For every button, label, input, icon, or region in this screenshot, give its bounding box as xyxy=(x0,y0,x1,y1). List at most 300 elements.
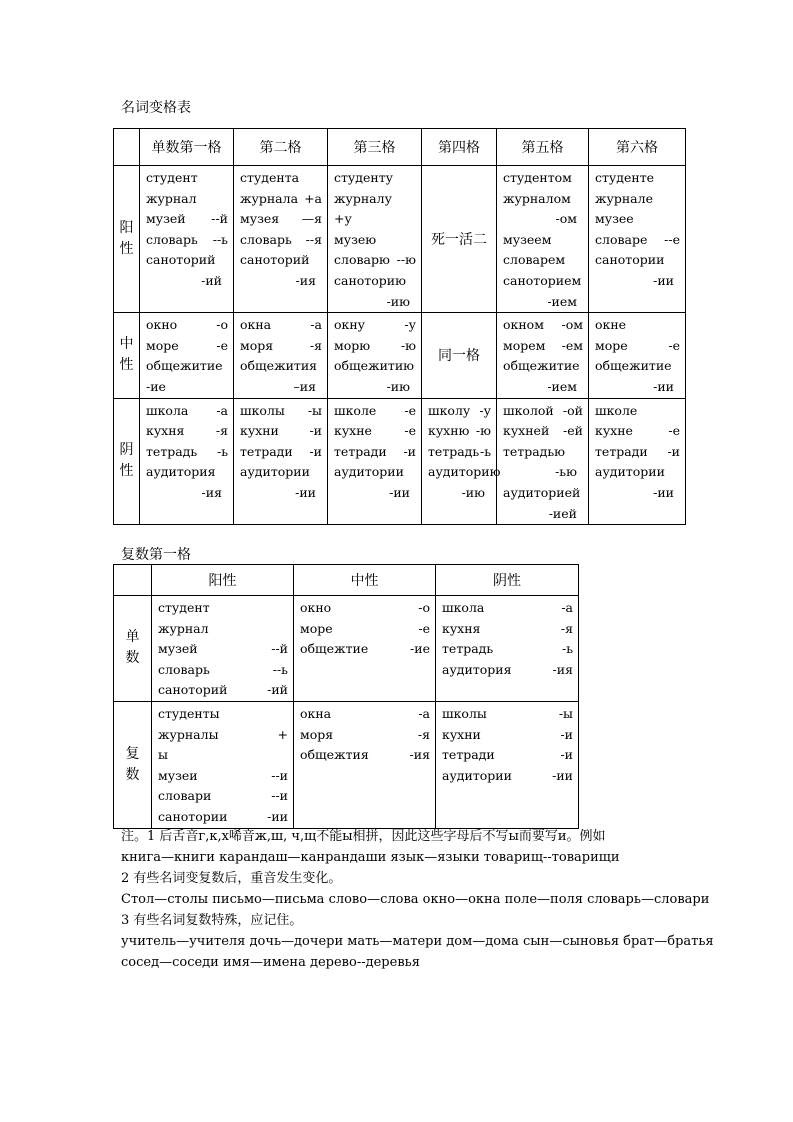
word-line xyxy=(503,421,583,442)
word: общежитие xyxy=(503,358,580,374)
table-cell xyxy=(589,166,686,313)
ending: -ей xyxy=(563,423,583,439)
corner-cell xyxy=(114,565,152,596)
row-label-char: 中 xyxy=(119,336,134,353)
word-line xyxy=(503,209,583,230)
word-line xyxy=(158,639,288,660)
ending: -а xyxy=(216,402,228,418)
ending: -я xyxy=(417,726,430,742)
row-label-char: 性 xyxy=(119,463,134,480)
word-line xyxy=(334,442,416,463)
word: тетради xyxy=(334,443,387,459)
word: школы xyxy=(442,705,487,721)
table1-title: 名词变格表 xyxy=(121,100,191,116)
word-line xyxy=(146,377,228,398)
ending: -е xyxy=(668,337,680,353)
word: окном xyxy=(503,317,544,333)
word-line xyxy=(300,639,430,660)
note-line: книга—книги карандаш—канрандаши язык—языки товарищ--товарищи xyxy=(121,850,620,865)
ending: -ий xyxy=(267,682,288,698)
word: кухни xyxy=(240,423,279,439)
word-line xyxy=(240,462,322,483)
ending: --й xyxy=(211,211,228,227)
table-row xyxy=(114,596,579,702)
word-line xyxy=(240,250,322,271)
word: окна xyxy=(240,317,272,333)
word-line xyxy=(158,680,288,701)
word-line xyxy=(595,377,680,398)
cell-lines xyxy=(234,399,327,504)
header-case5: 第五格 xyxy=(497,129,589,166)
word: студент xyxy=(146,170,198,185)
word: кухня xyxy=(146,423,185,439)
word-line xyxy=(334,356,416,377)
word: аудиторией xyxy=(503,484,581,500)
word-line xyxy=(595,189,680,210)
word-line xyxy=(595,421,680,442)
word: море xyxy=(595,337,628,353)
ending: --я xyxy=(305,231,322,247)
ending: -у xyxy=(404,317,416,333)
word-line xyxy=(334,271,416,292)
word-line xyxy=(428,483,491,504)
word-line xyxy=(334,377,416,398)
word: ы xyxy=(158,747,168,763)
ending: -и xyxy=(560,747,573,763)
word: кухня xyxy=(442,620,481,636)
ending: -е xyxy=(404,402,416,418)
word: тетрадью xyxy=(503,443,566,459)
word-line xyxy=(503,168,583,189)
table-cell xyxy=(140,166,234,313)
word: аудитории xyxy=(595,464,665,480)
word-line xyxy=(158,766,288,787)
word-line xyxy=(595,230,680,251)
ending: --ю xyxy=(396,252,416,268)
ending: -ией xyxy=(548,505,577,521)
word-line xyxy=(300,598,430,619)
header-neuter: 中性 xyxy=(294,565,436,596)
ending: -ы xyxy=(307,402,322,418)
word-line xyxy=(240,336,322,357)
ending: -и xyxy=(309,423,322,439)
word-line xyxy=(503,250,583,271)
row-label-char: 复 xyxy=(125,745,140,762)
ending: -ии xyxy=(653,272,674,288)
word-line xyxy=(158,619,288,640)
ending: -ия xyxy=(409,747,430,763)
word: общежтие xyxy=(300,641,369,657)
word-line xyxy=(300,725,430,746)
word-line xyxy=(503,315,583,336)
word: аудитории xyxy=(442,767,512,783)
word: море xyxy=(146,337,179,353)
word: журнале xyxy=(595,190,653,206)
word: санотори​и xyxy=(595,252,665,268)
table-cell: 同一格 xyxy=(422,313,497,398)
word: словарем xyxy=(503,252,566,268)
word-line xyxy=(334,421,416,442)
word-line xyxy=(240,271,322,292)
word-line xyxy=(158,660,288,681)
word-line xyxy=(503,189,583,210)
word-line xyxy=(595,315,680,336)
word: студенты xyxy=(158,705,220,721)
word: музею xyxy=(334,231,377,247)
word-line xyxy=(595,462,680,483)
cell-lines xyxy=(152,702,293,828)
ending: -ью xyxy=(555,464,577,480)
word: санотори​ю xyxy=(334,272,406,288)
word-line xyxy=(334,230,416,251)
word: школы xyxy=(240,402,285,418)
word-line xyxy=(503,504,583,525)
word-line xyxy=(240,442,322,463)
word-line xyxy=(158,745,288,766)
word: музеи xyxy=(158,767,198,783)
cell-lines xyxy=(152,596,293,701)
word: школа xyxy=(442,600,485,615)
cell-lines xyxy=(497,166,588,312)
ending: -ии xyxy=(653,378,674,394)
word: аудитории xyxy=(334,464,404,480)
ending: -ие xyxy=(410,641,430,657)
ending: -ом xyxy=(561,317,583,333)
ending: -е xyxy=(418,620,430,636)
cell-lines xyxy=(497,399,588,525)
word: журналы xyxy=(158,726,219,742)
word-line xyxy=(146,168,228,189)
word: журнал xyxy=(158,620,209,636)
word-line xyxy=(300,619,430,640)
word-line xyxy=(240,421,322,442)
ending: -и xyxy=(403,443,416,459)
ending: -ию xyxy=(461,484,485,500)
note-line: учитель—учителя дочь—дочери мать—матери дом—дома сын—сыновья брат—братья xyxy=(121,934,714,949)
row-label xyxy=(114,701,152,828)
word-line xyxy=(334,315,416,336)
word-line xyxy=(146,315,228,336)
word-line xyxy=(595,356,680,377)
header-case4: 第四格 xyxy=(422,129,497,166)
table-cell xyxy=(497,398,589,525)
row-label xyxy=(114,166,140,313)
word-line xyxy=(146,462,228,483)
word: санотори​й xyxy=(240,252,310,268)
header-case6: 第六格 xyxy=(589,129,686,166)
word: окне xyxy=(595,317,627,333)
word-line xyxy=(595,442,680,463)
word: школой xyxy=(503,402,554,418)
word-line xyxy=(428,401,491,422)
ending: -а xyxy=(418,705,430,721)
word-line xyxy=(503,230,583,251)
cell-lines xyxy=(140,313,233,397)
word-line xyxy=(240,483,322,504)
cell-lines xyxy=(436,596,578,680)
cell-lines xyxy=(589,313,685,397)
ending: -ии xyxy=(552,767,573,783)
word: санотори​й xyxy=(146,252,216,268)
ending: -ой xyxy=(562,402,583,418)
cell-lines xyxy=(589,166,685,292)
cell-lines xyxy=(234,166,327,292)
table2-title: 复数第一格 xyxy=(121,547,191,563)
word-line xyxy=(595,209,680,230)
word: музея xyxy=(240,211,280,227)
word-line xyxy=(442,725,573,746)
word-line xyxy=(158,704,288,725)
cell-lines xyxy=(422,399,501,504)
note-line: 注。1 后舌音г,к,х唏音ж,ш, ч,щ不能ы相拼，因此这些字母后不写ы而要写и。例如 xyxy=(121,829,606,844)
ending: -ы xyxy=(558,705,573,721)
ending: -е xyxy=(216,337,228,353)
table-cell xyxy=(140,313,234,398)
ending: -ом xyxy=(555,211,577,227)
word-line xyxy=(442,619,573,640)
word: студентом xyxy=(503,170,572,185)
ending: -и xyxy=(560,726,573,742)
header-case2: 第二格 xyxy=(234,129,328,166)
table-row xyxy=(114,701,579,828)
word-line xyxy=(503,377,583,398)
ending: -я xyxy=(309,337,322,353)
word-line xyxy=(442,766,573,787)
table-row xyxy=(114,398,686,525)
word: студенту xyxy=(334,170,393,185)
word: студенте xyxy=(595,170,655,185)
word-line xyxy=(146,189,228,210)
cell-lines xyxy=(328,166,421,312)
word-line xyxy=(146,442,228,463)
word-line xyxy=(503,336,583,357)
word: словарь xyxy=(158,661,210,677)
ending: --и xyxy=(271,767,288,783)
word-line xyxy=(595,168,680,189)
word-line xyxy=(503,271,583,292)
word: студента xyxy=(240,170,300,185)
cell-lines xyxy=(589,399,685,504)
word: общежтия xyxy=(300,747,369,763)
ending: -ия xyxy=(295,272,316,288)
word-line xyxy=(240,377,322,398)
word-line xyxy=(240,401,322,422)
word-line xyxy=(334,401,416,422)
word-line xyxy=(503,292,583,313)
word-line xyxy=(595,483,680,504)
word: кухни xyxy=(442,726,481,742)
word-line xyxy=(595,336,680,357)
word-line xyxy=(442,660,573,681)
word: журнала xyxy=(240,190,299,206)
word: моря xyxy=(300,726,334,742)
cell-lines xyxy=(328,399,421,504)
table-cell xyxy=(436,701,579,828)
word-line xyxy=(300,704,430,725)
ending: -ии xyxy=(389,484,410,500)
word-line xyxy=(442,704,573,725)
word: морю xyxy=(334,337,371,353)
word-line xyxy=(158,725,288,746)
word-line xyxy=(158,807,288,828)
table-cell xyxy=(328,313,422,398)
word-line xyxy=(442,639,573,660)
word-line xyxy=(334,336,416,357)
word: санотори​ем xyxy=(503,272,582,288)
word-line xyxy=(240,230,322,251)
word: словари xyxy=(158,788,212,804)
ending: -ия xyxy=(552,661,573,677)
ending: --е xyxy=(664,231,680,247)
word-line xyxy=(146,250,228,271)
table-cell xyxy=(589,398,686,525)
cell-lines xyxy=(294,596,435,660)
word: кухне xyxy=(334,423,372,439)
note-line: сосед—соседи имя—имена дерево--деревья xyxy=(121,955,420,970)
word: тетрадь xyxy=(146,443,198,459)
ending: -ю xyxy=(400,337,416,353)
row-label xyxy=(114,313,140,398)
ending: -ь xyxy=(216,443,228,459)
table-cell xyxy=(328,166,422,313)
word-line xyxy=(334,250,416,271)
word: музее xyxy=(595,211,634,227)
word: кухне xyxy=(595,423,633,439)
word: аудиторию xyxy=(428,464,501,480)
ending: -ием xyxy=(547,293,577,309)
word-line xyxy=(146,230,228,251)
ending: -у xyxy=(479,402,491,418)
cell-lines xyxy=(234,313,327,397)
table-cell xyxy=(497,313,589,398)
cell-lines xyxy=(328,313,421,397)
declension-table xyxy=(113,128,686,525)
table-cell xyxy=(152,596,294,702)
ending: -я xyxy=(560,620,573,636)
word-line xyxy=(428,462,501,483)
word: аудитория xyxy=(442,661,512,677)
word: школу xyxy=(428,402,471,418)
word: окну xyxy=(334,317,366,333)
word-line xyxy=(240,315,322,336)
word-line xyxy=(300,745,430,766)
word: окно xyxy=(300,600,332,615)
word: -ие xyxy=(146,378,166,394)
ending: --ь xyxy=(272,661,288,677)
word-line xyxy=(503,401,583,422)
word: журналу xyxy=(334,190,392,206)
ending: -ия xyxy=(201,484,222,500)
table-cell: 死一活二 xyxy=(422,166,497,313)
word-line xyxy=(240,189,322,210)
ending: + xyxy=(277,726,288,742)
ending: -ем xyxy=(561,337,583,353)
word-line xyxy=(428,421,491,442)
row-label xyxy=(114,596,152,702)
word: школа xyxy=(146,402,189,418)
table-cell xyxy=(422,398,501,525)
table-cell xyxy=(234,313,328,398)
word-line xyxy=(334,209,416,230)
ending: -а xyxy=(310,317,322,333)
word-line xyxy=(442,745,573,766)
note-line: Стол—столы письмо—письма слово—слова окно—окна поле—поля словарь—словари xyxy=(121,892,710,907)
word-line xyxy=(240,209,322,230)
word: морем xyxy=(503,337,546,353)
table-row xyxy=(114,313,686,398)
word: словарь xyxy=(146,231,198,247)
word: словаре xyxy=(595,231,648,247)
word: журналом xyxy=(503,190,571,206)
word-line xyxy=(146,209,228,230)
word-line xyxy=(334,462,416,483)
cell-lines xyxy=(497,313,588,397)
word: аудитории xyxy=(240,464,310,480)
word: +у xyxy=(334,211,352,227)
word: общежитию xyxy=(334,358,415,374)
ending: -ии xyxy=(653,484,674,500)
word: музеем xyxy=(503,231,552,247)
word-line xyxy=(428,442,491,463)
table-row xyxy=(114,166,686,313)
word: моря xyxy=(240,337,274,353)
header-feminine: 阴性 xyxy=(436,565,579,596)
word: кухню xyxy=(428,423,470,439)
word-line xyxy=(503,483,583,504)
table-cell xyxy=(234,398,328,525)
cell-lines xyxy=(140,166,233,292)
word-line xyxy=(334,189,416,210)
ending: -е xyxy=(668,423,680,439)
word-line xyxy=(240,356,322,377)
ending: -о xyxy=(216,317,228,333)
row-label-char: 数 xyxy=(125,650,140,667)
table-cell xyxy=(294,701,436,828)
ending: -ь xyxy=(561,641,573,657)
word: тетрадь xyxy=(428,443,480,459)
row-label-char: 性 xyxy=(119,241,134,258)
table-cell xyxy=(152,701,294,828)
word: школе xyxy=(334,402,377,418)
ending: --и xyxy=(271,788,288,804)
word: музей xyxy=(146,211,186,227)
table-cell xyxy=(328,398,422,525)
word: словарю xyxy=(334,252,390,268)
row-label xyxy=(114,398,140,525)
table-cell xyxy=(497,166,589,313)
word-line xyxy=(334,483,416,504)
word: санотори​й xyxy=(158,682,228,698)
word-line xyxy=(146,271,228,292)
ending: --й xyxy=(271,641,288,657)
row-label-char: 数 xyxy=(125,766,140,783)
table-cell xyxy=(436,596,579,702)
ending: -ии xyxy=(267,808,288,824)
cell-lines xyxy=(294,702,435,766)
ending: -и xyxy=(309,443,322,459)
cell-lines xyxy=(436,702,578,786)
word-line xyxy=(158,786,288,807)
notes xyxy=(121,826,714,973)
table-cell xyxy=(589,313,686,398)
table-cell xyxy=(234,166,328,313)
word: окно xyxy=(146,317,178,333)
word: тетрадь xyxy=(442,641,494,657)
ending: –ия xyxy=(293,378,316,394)
ending: --ь xyxy=(212,231,228,247)
ending: -ий xyxy=(201,272,222,288)
word-line xyxy=(503,356,583,377)
